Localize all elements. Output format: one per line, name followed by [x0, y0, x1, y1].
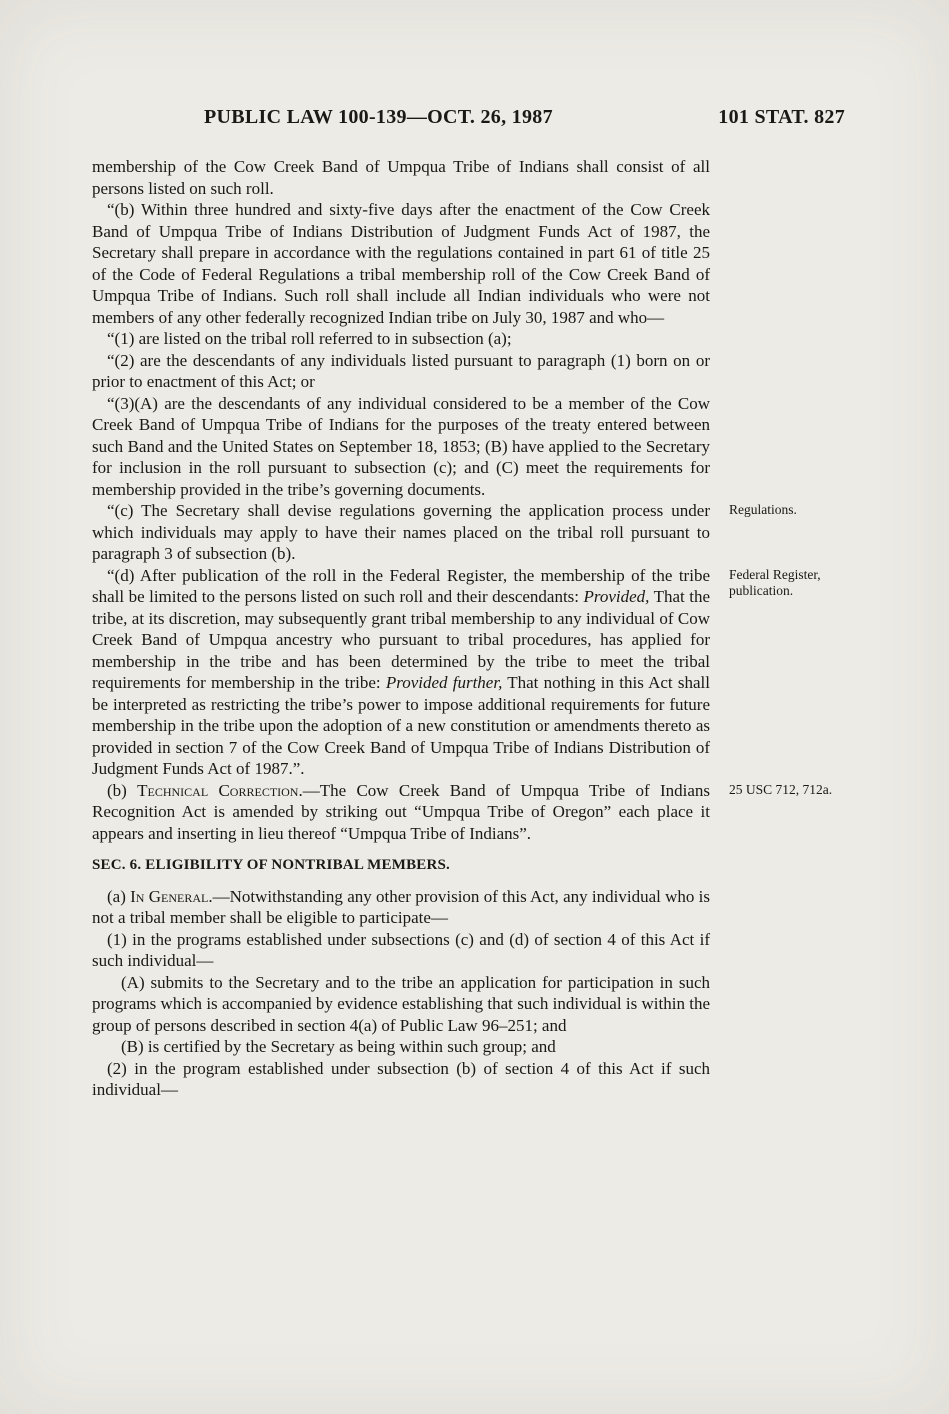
paragraph	[92, 156, 710, 199]
document-body	[92, 156, 833, 1101]
section-heading	[92, 855, 710, 877]
paragraph	[92, 328, 710, 350]
margin-note: 25 USC 712, 712a.	[729, 781, 833, 797]
text-run: SEC. 6. ELIGIBILITY OF NONTRIBAL MEMBERS.	[92, 857, 450, 873]
text-run: “(c) The Secretary shall devise regulations governing the application process under which individuals may apply to have their names placed on the tribal roll pursuant to paragraph 3 of subsection (b).	[92, 501, 710, 563]
text-run: membership of the Cow Creek Band of Umpqua Tribe of Indians shall consist of all persons listed on such roll.	[92, 157, 710, 198]
paragraph	[92, 780, 833, 845]
text-run: That the tribe, at its discretion, may subsequently grant tribal membership to any individual of Cow Creek Band of Umpqua ancestry who pursuant to tribal procedures, has applied for membership in the tribe and has been determined by the tribe to meet the tribal requirements for membership in the tribe:	[92, 587, 710, 692]
margin-note: Federal Register, publication.	[729, 566, 821, 598]
paragraph	[92, 1058, 710, 1101]
text-run: That nothing in this Act shall be interpreted as restricting the tribe’s power to impose additional requirements for future membership in the tribe upon the adoption of a new constitution or amendments thereto as provided in section 7 of the Cow Creek Band of Umpqua Tribe of Indians Distribution of Judgment Funds Act of 1987.”.	[92, 673, 710, 778]
text-run: In General	[130, 886, 209, 906]
text-run: (b)	[107, 780, 138, 800]
text-run: Technical Correction	[137, 780, 299, 800]
paragraph	[92, 565, 821, 780]
text-run: “(1) are listed on the tribal roll referred to in subsection (a);	[107, 329, 512, 348]
paragraph	[92, 886, 710, 929]
text-run: (B) is certified by the Secretary as being within such group; and	[121, 1037, 556, 1056]
text-run: “(2) are the descendants of any individuals listed pursuant to paragraph (1) born on or prior to enactment of this Act; or	[92, 350, 710, 391]
paragraph	[92, 350, 710, 393]
paragraph	[92, 1036, 710, 1058]
paragraph	[92, 929, 710, 972]
text-run: (1) in the programs established under subsections (c) and (d) of section 4 of this Act if such individual—	[92, 929, 710, 970]
text-run: “(3)(A) are the descendants of any individual considered to be a member of the Cow Creek Band of Umpqua Tribe of Indians for the purposes of the treaty entered between such Band and the United States on September 18, 1853; (B) have applied to the Secretary for inclusion in the roll pursuant to subsection (c); and (C) meet the requirements for membership provided in the tribe’s governing documents.	[92, 393, 710, 499]
paragraph	[92, 972, 710, 1037]
text-run: Provided,	[583, 587, 650, 606]
paragraph	[92, 500, 797, 565]
page-header	[92, 106, 845, 129]
text-run: (A) submits to the Secretary and to the tribe an application for participation in such programs which is accompanied by evidence establishing that such individual is within the group of persons described in section 4(a) of Public Law 96–251; and	[92, 972, 710, 1035]
margin-note: Regulations.	[729, 502, 797, 517]
text-run: .—The Cow Creek Band of Umpqua Tribe of Indians Recognition Act is amended by striking out “Umpqua Tribe of Oregon” each place it appears and inserting in lieu thereof “Umpqua Tribe of Indians”.	[92, 780, 710, 843]
text-run: “(b) Within three hundred and sixty-five days after the enactment of the Cow Creek Band of Umpqua Tribe of Indians Distribution of Judgment Funds Act of 1987, the Secretary shall prepare in accordance with the regulations contained in part 61 of title 25 of the Code of Federal Regulations a tribal membership roll of the Cow Creek Band of Umpqua Tribe of Indians. Such roll shall include all Indian individuals who were not members of any other federally recognized Indian tribe on July 30, 1987 and who—	[92, 200, 710, 327]
text-run: .—Notwithstanding any other provision of this Act, any individual who is not a tribal member shall be eligible to participate—	[92, 886, 710, 927]
header-law-title: PUBLIC LAW 100-139—OCT. 26, 1987	[204, 106, 553, 128]
text-run: Provided further,	[385, 673, 503, 692]
text-run: (a)	[107, 886, 131, 906]
header-stat-number: 101 STAT. 827	[718, 106, 845, 128]
paragraph	[92, 199, 710, 328]
text-run: (2) in the program established under subsection (b) of section 4 of this Act if such individual—	[92, 1058, 710, 1099]
paragraph	[92, 393, 710, 501]
text-run: “(d) After publication of the roll in the Federal Register, the membership of the tribe shall be limited to the persons listed on such roll and their descendants:	[92, 565, 710, 606]
